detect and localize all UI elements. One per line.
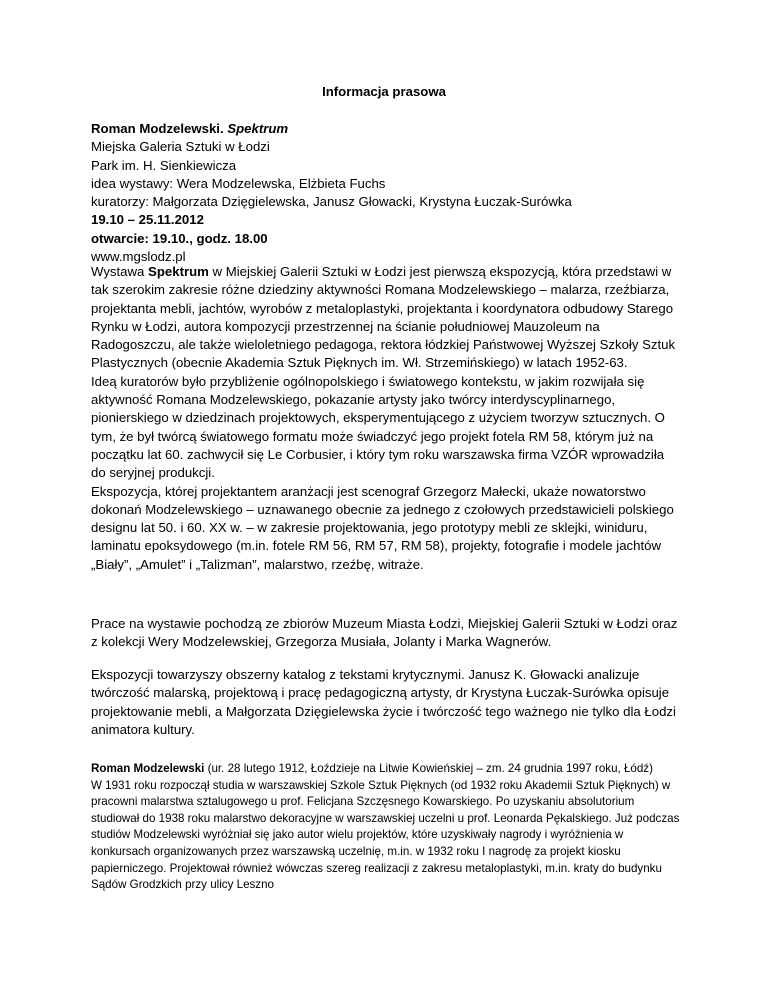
document-title: Informacja prasowa — [322, 84, 446, 99]
exhibition-dates: 19.10 – 25.11.2012 — [91, 212, 204, 228]
exhibition-author: Roman Modzelewski. — [91, 121, 224, 136]
biography-dates: (ur. 28 lutego 1912, Łoździeje na Litwie Kowieńskiej – zm. 24 grudnia 1997 roku, Łódź) — [204, 762, 653, 775]
exhibition-idea: idea wystawy: Wera Modzelewska, Elżbieta Fuchs — [91, 175, 386, 191]
exhibition-heading — [91, 120, 691, 138]
intro-exhibition-name: Spektrum — [148, 264, 209, 279]
exhibition-info — [91, 120, 691, 266]
biography-text: W 1931 roku rozpoczął studia w warszawskiej Szkole Sztuk Pięknych (od 1932 roku Akademii Sztuk Pięknych) w pracowni malarstwa sztalugowego u prof. Felicjana Szczęsnego Kowarskiego. Po uzyskaniu absolutorium studiował do 1938 roku malarstwo dekoracyjne w warszawskiej uczelni u prof. Leonarda Pękalskiego. Już podczas studiów Modzelewski wyróżniał się jako autor wielu projektów, które uzyskiwały nagrody i wyróżnienia w konkursach organizowanych przez warszawską uczelnię, m.in. w 1932 roku I nagrodę za projekt kiosku papierniczego. Projektował również wówczas szereg realizacji z zakresu metaloplastyki, m.in. kraty do budynku Sądów Grodzkich przy ulicy Leszno — [91, 778, 680, 892]
biography-name: Roman Modzelewski — [91, 762, 205, 775]
intro-prefix: Wystawa — [91, 264, 149, 279]
venue: Miejska Galeria Sztuki w Łodzi — [91, 139, 270, 155]
catalogue-paragraph: Ekspozycji towarzyszy obszerny katalog z tekstami krytycznymi. Janusz K. Głowacki analizuje twórczość malarską, projektową i pracę pedagogiczną artysty, dr Krystyna Łuczak-Surówka opisuje projektowanie mebli, a Małgorzata Dzięgielewska życie i twórczość tego ważnego nie tylko dla Łodzi animatora kultury. — [91, 667, 676, 737]
curators: kuratorzy: Małgorzata Dzięgielewska, Janusz Głowacki, Krystyna Łuczak-Surówka — [91, 194, 572, 210]
intro-text: w Miejskiej Galerii Sztuki w Łodzi jest pierwszą ekspozycją, która przedstawi w tak szerokim zakresie różne dziedziny aktywności Romana Modzelewskiego – malarza, rzeźbiarza, projektanta mebli, jachtów, wyrobów z metaloplastyki, projektanta i koordynatora odbudowy Starego Rynku w Łodzi, autora kompozycji przestrzennej na ścianie południowej Mauzoleum na Radogoszczu, ale także wieloletniego pedagoga, rektora łódzkiej Państwowej Wyższej Szkoły Sztuk Plastycznych (obecnie Akademia Sztuk Pięknych im. Wł. Strzemińskiego) w latach 1952-63. — [91, 264, 676, 371]
biography-header — [91, 761, 681, 778]
address: Park im. H. Sienkiewicza — [91, 157, 237, 173]
website-link[interactable]: www.mgslodz.pl — [91, 249, 186, 265]
opening-time: otwarcie: 19.10., godz. 18.00 — [91, 230, 268, 246]
arrangement-paragraph: Ekspozycja, której projektantem aranżacji jest scenograf Grzegorz Małecki, ukaże nowatorstwo dokonań Modzelewskiego – uznawanego obecnie za jednego z czołowych przedstawicieli polskiego designu lat 50. i 60. XX w. – w zakresie projektowania, jego prototypy mebli ze sklejki, winiduru, laminatu epoksydowego (m.in. fotele RM 56, RM 57, RM 58), projekty, fotografie i modele jachtów „Biały”, „Amulet” i „Talizman”, malarstwo, rzeźbę, witraże. — [91, 483, 674, 572]
biography-section — [91, 761, 681, 894]
collections-paragraph: Prace na wystawie pochodzą ze zbiorów Muzeum Miasta Łodzi, Miejskiej Galerii Sztuki w Łodzi oraz z kolekcji Wery Modzelewskiej, Grzegorza Musiała, Jolanty i Marka Wagnerów. — [91, 616, 678, 650]
description-paragraph — [91, 263, 681, 574]
description-intro — [91, 263, 681, 373]
curators-idea-paragraph: Ideą kuratorów było przybliżenie ogólnopolskiego i światowego kontekstu, w jakim rozwijała się aktywność Romana Modzelewskiego, pokazanie artysty jako twórcy interdyscyplinarnego, pionierskiego w dziedzinach projektowych, eksperymentującego z użyciem tworzyw sztucznych. O tym, że był twórcą światowego formatu może świadczyć jego projekt fotela RM 58, którym już na początku lat 60. zachwycił się Le Corbusier, i który tym roku warszawska firma VZÓR wprowadziła do seryjnej produkcji. — [91, 373, 665, 481]
exhibition-name: Spektrum — [227, 121, 289, 136]
